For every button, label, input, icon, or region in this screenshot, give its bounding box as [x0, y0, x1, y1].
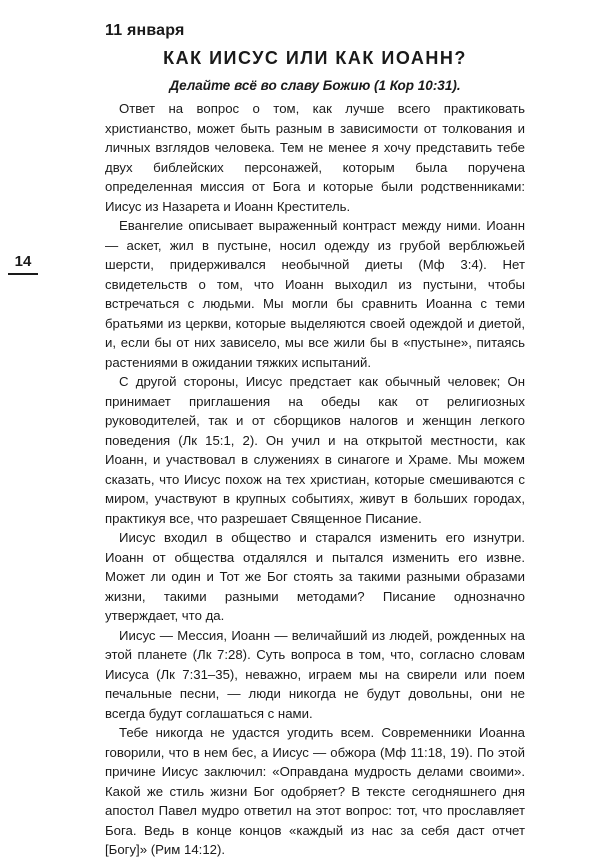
paragraph: Евангелие описывает выраженный контраст между ними. Иоанн — аскет, жил в пустыне, носил одежду из грубой верблюжьей шерсти, придерживался необычной диеты (Мф 3:4). Нет свидетельств о том, что Иоанн выходил из пустыни, чтобы встречаться с людьми. Мы могли бы сравнить Иоанна с теми братьями из церкви, которые выделяются своей одеждой и диетой, и, если бы от них зависело, мы все жили бы в «пустыне», питаясь растениями в ожидании тяжких испытаний. [105, 218, 525, 370]
epigraph: Делайте всё во славу Божию (1 Кор 10:31). [169, 78, 461, 93]
page-number: 14 [14, 253, 32, 270]
paragraph: Иисус — Мессия, Иоанн — величайший из людей, рожденных на этой планете (Лк 7:28). Суть вопроса в том, что, согласно словам Иисуса (Лк 7:31–35), неважно, играем мы на свирели или поем печальные песни, — люди никогда не будут довольны, они не всегда будут соглашаться с нами. [105, 627, 525, 721]
date-heading: 11 января [105, 22, 185, 39]
page-title: КАК ИИСУС ИЛИ КАК ИОАНН? [163, 48, 467, 68]
paragraph: С другой стороны, Иисус предстает как обычный человек; Он принимает приглашения на обеды как от религиозных руководителей, так и от сборщиков налогов и женщин легкого поведения (Лк 15:1, 2). Он учил и на открытой местности, как Иоанн, и участвовал в служениях в синагоге и Храме. Мы можем сказать, что Иисус похож на тех христиан, которые смешиваются с миром, участвуют в крупных событиях, живут в больших городах, практикуя все, что разрешает Священное Писание. [105, 374, 525, 526]
page-number-rule [8, 273, 38, 275]
body-text [105, 99, 525, 860]
page-number-block [8, 251, 38, 275]
paragraph: Иисус входил в общество и старался изменить его изнутри. Иоанн от общества отдалялся и пытался изменить его извне. Может ли один и Тот же Бог стоять за такими разными образами жизни, такими разными методами? Писание однозначно утверждает, что да. [105, 530, 525, 623]
paragraph: Ответ на вопрос о том, как лучше всего практиковать христианство, может быть разным в зависимости от толкования и личных взглядов человека. Тем не менее я хочу представить тебе двух библейских персонажей, которым была поручена определенная миссия от Бога и которые были родственниками: Иисус из Назарета и Иоанн Креститель. [105, 101, 525, 214]
paragraph: Тебе никогда не удастся угодить всем. Современники Иоанна говорили, что в нем бес, а Иисус — обжора (Мф 11:18, 19). По этой причине Иисус заключил: «Оправдана мудрость делами своими». Какой же стиль жизни Бог одобряет? В тексте сегодняшнего дня апостол Павел мудро ответил на этот вопрос: тот, что прославляет Бога. Ведь в конце концов «каждый из нас за себя даст отчет [Богу]» (Рим 14:12). [105, 725, 525, 857]
